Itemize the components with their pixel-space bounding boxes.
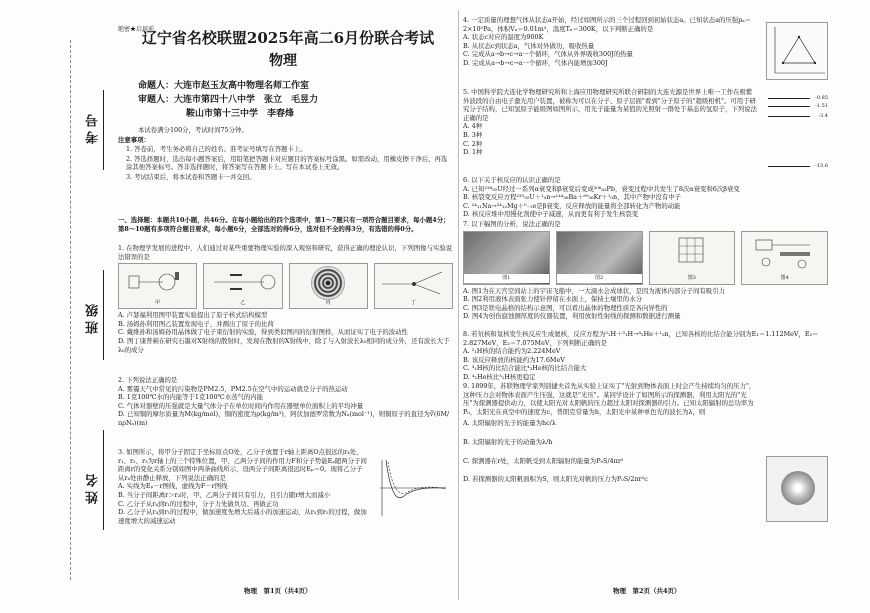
q7-figures bbox=[463, 231, 828, 285]
q4-option-c: C. 完成从a→b→c→a一个循环，气体从外界吸收300J的热量 bbox=[463, 50, 633, 59]
question-5 bbox=[463, 88, 758, 157]
q6-stem: 6. 以下关于核反应的认识正确的是 bbox=[463, 176, 561, 184]
q1-stem: 1. 在物理学发展的进程中，人们通过对某些重要物理实验的深入观察和研究，获得正确的理论认识，下列图像与实验说法错误的是 bbox=[118, 244, 453, 261]
q6-option-d: D. 核反应堆中用慢化剂使中子减速，从而更有利于发生核裂变 bbox=[463, 210, 639, 219]
q8-option-b: B. 该反应释放的核能约为17.6MeV bbox=[463, 355, 565, 364]
q3-option-a: A. 实线为Eₚ－r图线，虚线为F－r图线 bbox=[118, 482, 228, 491]
author-line-1: 命题人：大连市赵玉友高中物理名师工作室 bbox=[138, 81, 310, 91]
page-1-footer: 物理 第1页（共4页） bbox=[244, 587, 312, 596]
q7-fig-label-4: 图4 bbox=[780, 275, 789, 281]
q2-option-b: B. 1克100℃水的内能等于1克100℃水蒸气的内能 bbox=[118, 393, 264, 402]
note-3: 3. 考试结束后，将本试卷和答题卡一并交回。 bbox=[126, 172, 256, 181]
q7-option-b: B. 图2利用液体表面张力使针停留在水面上，保持土壤里的水分 bbox=[463, 295, 642, 304]
question-2 bbox=[118, 376, 453, 428]
energy-level-value: -13.6 bbox=[815, 163, 828, 169]
q1-fig-label-3: 丙 bbox=[325, 299, 331, 306]
q8-option-d: D. ⁴₂He核比³₁H核更稳定 bbox=[463, 372, 536, 381]
exam-no-line bbox=[103, 90, 104, 170]
exam-notes bbox=[118, 126, 448, 183]
q1-option-c: C. 戴维孙和汤姆孙用晶体做了电子束衍射的实验，得到类似图丙的衍射图样，从而证实了电子的波动性 bbox=[118, 328, 408, 337]
q6-option-b: B. 核裂变反应方程²³⁵₉₂U＋¹₀n→¹⁴⁴₅₆Ba＋⁸⁹₃₆Kr＋¹₀n，其中产物中没有中子 bbox=[463, 193, 681, 202]
exam-no-label: 考号 bbox=[86, 110, 101, 144]
q4-stem: 4. 一定质量的理想气体从状态a开始，经过如图所示的三个过程回到初始状态a。已知状态a的压强pₐ＝2×10⁵Pa，体积Vₐ＝0.01m³，温度Tₐ＝300K，以下判断正确的是 bbox=[463, 16, 752, 33]
pv-cycle-graph bbox=[767, 23, 828, 81]
energy-level-line bbox=[768, 116, 810, 117]
q2-option-d: D. 已知铜的摩尔质量为M(kg/mol)，铜的密度为ρ(kg/m³)，阿伏加德罗常数为Nₐ(mol⁻¹)，则铜原子的直径为∛(6M/πρNₐ)(m) bbox=[118, 410, 450, 427]
q1-fig-label-1: 甲 bbox=[155, 299, 161, 306]
energy-level-value: -1.51 bbox=[815, 103, 828, 109]
q5-option-a: A. 4种 bbox=[463, 122, 483, 131]
sun-icon bbox=[781, 471, 815, 505]
q8-option-a: A. ²₁H核的结合能约为2.224MeV bbox=[463, 347, 561, 356]
notes-heading: 注意事项： bbox=[118, 135, 150, 144]
energy-level-value: -0.85 bbox=[815, 95, 828, 101]
q7-option-d: D. 图4为创伤腐蚀测厚度的仪器装置，利用放射性射线的探测和数据进行测量 bbox=[463, 312, 681, 321]
q7-stem: 7. 以下幅图的分析，说法正确的是 bbox=[463, 220, 561, 228]
column-divider bbox=[458, 10, 459, 600]
question-1 bbox=[118, 244, 453, 354]
question-8 bbox=[463, 330, 828, 382]
energy-level-line bbox=[768, 98, 810, 99]
q1-option-a: A. 卢瑟福利用图甲装置实验提出了原子核式结构模型 bbox=[118, 311, 268, 320]
q1-fig-compton bbox=[374, 263, 453, 309]
diffraction-rings bbox=[311, 266, 345, 300]
energy-level-value: -3.4 bbox=[818, 113, 828, 119]
question-3 bbox=[118, 448, 368, 525]
q7-fig-thickness-gauge bbox=[741, 231, 828, 285]
note-1: 1. 答卷前，考生务必将自己的姓名、准考证号填写在答题卡上。 bbox=[126, 145, 307, 154]
q1-fig-cathode-tube bbox=[203, 263, 282, 309]
secret-mark: 绝密★启用前 bbox=[118, 26, 155, 33]
energy-level-line bbox=[768, 166, 810, 167]
author-line-3: 鞍山市第十三中学 李春烽 bbox=[186, 109, 295, 119]
q7-fig-label-2: 图2 bbox=[557, 274, 642, 283]
question-4 bbox=[463, 16, 758, 68]
q9-solar-sail-figure bbox=[766, 456, 828, 522]
q7-fig-soil-photo bbox=[556, 231, 643, 285]
q1-fig-label-2: 乙 bbox=[240, 299, 246, 306]
q1-figures bbox=[118, 263, 453, 309]
q9-stem: 9. 1899年，苏联物理学家列别捷夫首先从实验上证实了"光射到物体表面上时会产生持续均匀的压力"，这种压力会对物体表面产生压强，这就是"光压"。某同学设计了如图所示的探测器，利用太阳光的"光压"为探测器提供动力，以使太阳光对太阳帆的压力超过太阳对探测器的引力。已知太阳辐射的总功率为P₀，太阳光在真空中的速度为c，普朗克常量为h，太阳光中某种单色光的波长为λ，则 bbox=[463, 382, 756, 416]
question-7 bbox=[463, 220, 828, 321]
q4-option-b: B. 从状态c到状态a，气体对外做功，吸收热量 bbox=[463, 41, 595, 50]
q2-stem: 2. 下列说法正确的是 bbox=[118, 376, 178, 384]
cathode-tube-diagram bbox=[208, 264, 278, 300]
q7-fig-lattice bbox=[649, 231, 736, 285]
q7-fig-astronaut-photo bbox=[463, 231, 550, 285]
q4-option-d: D. 完成从a→b→c→a一个循环，气体内能增加300J bbox=[463, 58, 608, 67]
q4-pv-diagram bbox=[766, 22, 828, 80]
q2-option-a: A. 雾霾天气中常见的污染物是PM2.5，PM2.5在空气中的运动就是分子的热运动 bbox=[118, 384, 348, 393]
alpha-scatter-diagram bbox=[123, 264, 193, 300]
q9-option-c: C. 探测器在r处，太阳帆受到太阳辐射的能量为P₀S/4πr² bbox=[463, 456, 624, 465]
q5-option-c: C. 2种 bbox=[463, 139, 483, 148]
author-line-2: 审题人：大连市第四十八中学 张立 毛昱力 bbox=[138, 95, 319, 105]
q9-option-d: D. 若探测器的太阳帆面积为S，则太阳光对帆的压力为P₀S/2πr²c bbox=[463, 475, 648, 484]
q5-stem: 5. 中国科学院大连化学物理研究所和上海应用物理研究所联合研制的大连光源是世界上唯一工作在极紫外波段的自由电子激光用户装置，被称为可以在分子、原子层面"看到"分子原子的"超级相机"。可用于研究分子结构，已知氢原子能级图如图所示，用光子能量为某值的光照射一群处于基态的氢原子，下列说法正确的是 bbox=[463, 88, 757, 122]
q1-option-d: D. 图丁康普顿在研究石墨对X射线的散射时，发现在散射的X射线中，除了与入射波长λ₀相同的成分外，还有波长大于λ₀的成分 bbox=[118, 336, 450, 354]
q8-option-c: C. ³₁H核的比结合能比⁴₂He核的比结合能大 bbox=[463, 364, 587, 373]
note-2: 2. 答选择题时，选出每小题答案后，用铅笔把答题卡对应题目的答案标号涂黑。如需改动，用橡皮擦干净后，再选涂其他答案标号。答非选择题时，将答案写在答题卡上。写在本试卷上无效。 bbox=[126, 154, 448, 172]
question-6 bbox=[463, 176, 828, 219]
q5-option-b: B. 3种 bbox=[463, 130, 483, 139]
q7-option-c: C. 图3是铁电晶格的结构示意图，可以看出晶体的物理性质是各向异性的 bbox=[463, 303, 668, 312]
page-2-column bbox=[463, 8, 828, 598]
q9-option-b: B. 太阳辐射的光子的动量为λ/h bbox=[463, 437, 553, 446]
question-9 bbox=[463, 382, 758, 484]
notes-intro: 本试卷满分100分，考试时间75分钟。 bbox=[138, 126, 248, 134]
class-label: 班级 bbox=[86, 300, 101, 334]
subject-title: 物理 bbox=[269, 53, 297, 69]
binding-line bbox=[70, 40, 71, 580]
q3-stem: 3. 如图所示，将甲分子固定于坐标原点O处，乙分子放置于r轴上距离O点很远的r₄处，r₁、r₂、r₃为r轴上的三个特殊位置，甲、乙两分子间的作用力F和分子势能Eₚ随两分子间距离r的变化关系分别如图中两条曲线所示，设两分子间距离很远时Eₚ＝0。现将乙分子从r₄处由静止释放，下列说法正确的是 bbox=[118, 448, 367, 482]
q3-option-c: C. 乙分子从r₄到r₁的过程中，分子力先做负功、再做正功 bbox=[118, 499, 279, 508]
crystal-lattice-diagram bbox=[667, 232, 717, 272]
q7-option-a: A. 图1为在天宫空间站上的宇宙飞船中，一大滴水会成球状，是因为液体内部分子间有吸引力 bbox=[463, 286, 725, 295]
section-1-instructions: 一、选择题：本题共10小题，共46分。在每小题给出的四个选项中，第1～7题只有一项符合题目要求，每小题4分；第8～10题有多项符合题目要求，每小题6分，全部选对的得6分，选对但不全的得3分，有选错的得0分。 bbox=[118, 216, 450, 233]
page-1-column bbox=[118, 8, 453, 598]
q7-fig-label-1: 图1 bbox=[464, 274, 549, 283]
q1-fig-alpha-scatter bbox=[118, 263, 197, 309]
class-line bbox=[103, 270, 104, 360]
thickness-gauge-diagram bbox=[750, 232, 820, 272]
name-label: 姓名 bbox=[86, 470, 101, 504]
compton-diagram bbox=[378, 264, 448, 300]
q4-option-a: A. 状态c对应的温度为900K bbox=[463, 33, 544, 42]
q9-option-a: A. 太阳辐射的光子的能量为hc/λ bbox=[463, 419, 556, 428]
page-2-footer: 物理 第2页（共4页） bbox=[613, 587, 681, 596]
q6-option-a: A. 已知²³⁸₉₂U经过一系列α衰变和β衰变后变成²⁰⁶₈₂Pb，衰变过程中共发生了8次α衰变和6次β衰变 bbox=[463, 184, 740, 193]
name-line bbox=[103, 430, 104, 530]
q5-energy-levels bbox=[766, 94, 828, 172]
q1-fig-diffraction bbox=[289, 263, 368, 309]
q6-option-c: C. ²⁴₁₁Na→²⁴₁₂Mg＋⁰₋₁e是β衰变，反应释放的能量将全部转化为产物的动能 bbox=[463, 201, 681, 210]
author-block bbox=[138, 79, 318, 121]
q3-force-potential-graph bbox=[374, 456, 450, 520]
q2-option-c: C. 气体对器壁的压强就是大量气体分子在单位时间内作用在器壁单位面积上的平均冲量 bbox=[118, 401, 364, 410]
q1-fig-label-4: 丁 bbox=[410, 299, 416, 306]
q3-option-b: B. 当分子间距离r＞r₂时，甲、乙两分子间只有引力，且引力随r增大而减小 bbox=[118, 490, 331, 499]
q8-stem: 8. 若氘核和氚核发生核反应生成氦核，反应方程为²₁H＋³₁H→⁴₂He＋¹₀n，已知各核的比结合能分别为E₁＝1.112MeV，E₂＝2.827MeV，E₃＝7.075MeV，下列判断正确的是 bbox=[463, 330, 819, 347]
q3-option-d: D. 乙分子从r₄到r₁的过程中，做加速度先增大后减小的加速运动，从r₃到r₁的过程，做加速度增大的减速运动 bbox=[118, 508, 367, 525]
exam-title: 辽宁省名校联盟2025年高二6月份联合考试 bbox=[141, 29, 435, 47]
q1-option-b: B. 汤姆孙利用图乙装置发现电子，并测出了原子的比荷 bbox=[118, 319, 274, 328]
q7-fig-label-3: 图3 bbox=[687, 275, 696, 281]
energy-level-line bbox=[768, 106, 810, 107]
q5-option-d: D. 1种 bbox=[463, 148, 483, 157]
